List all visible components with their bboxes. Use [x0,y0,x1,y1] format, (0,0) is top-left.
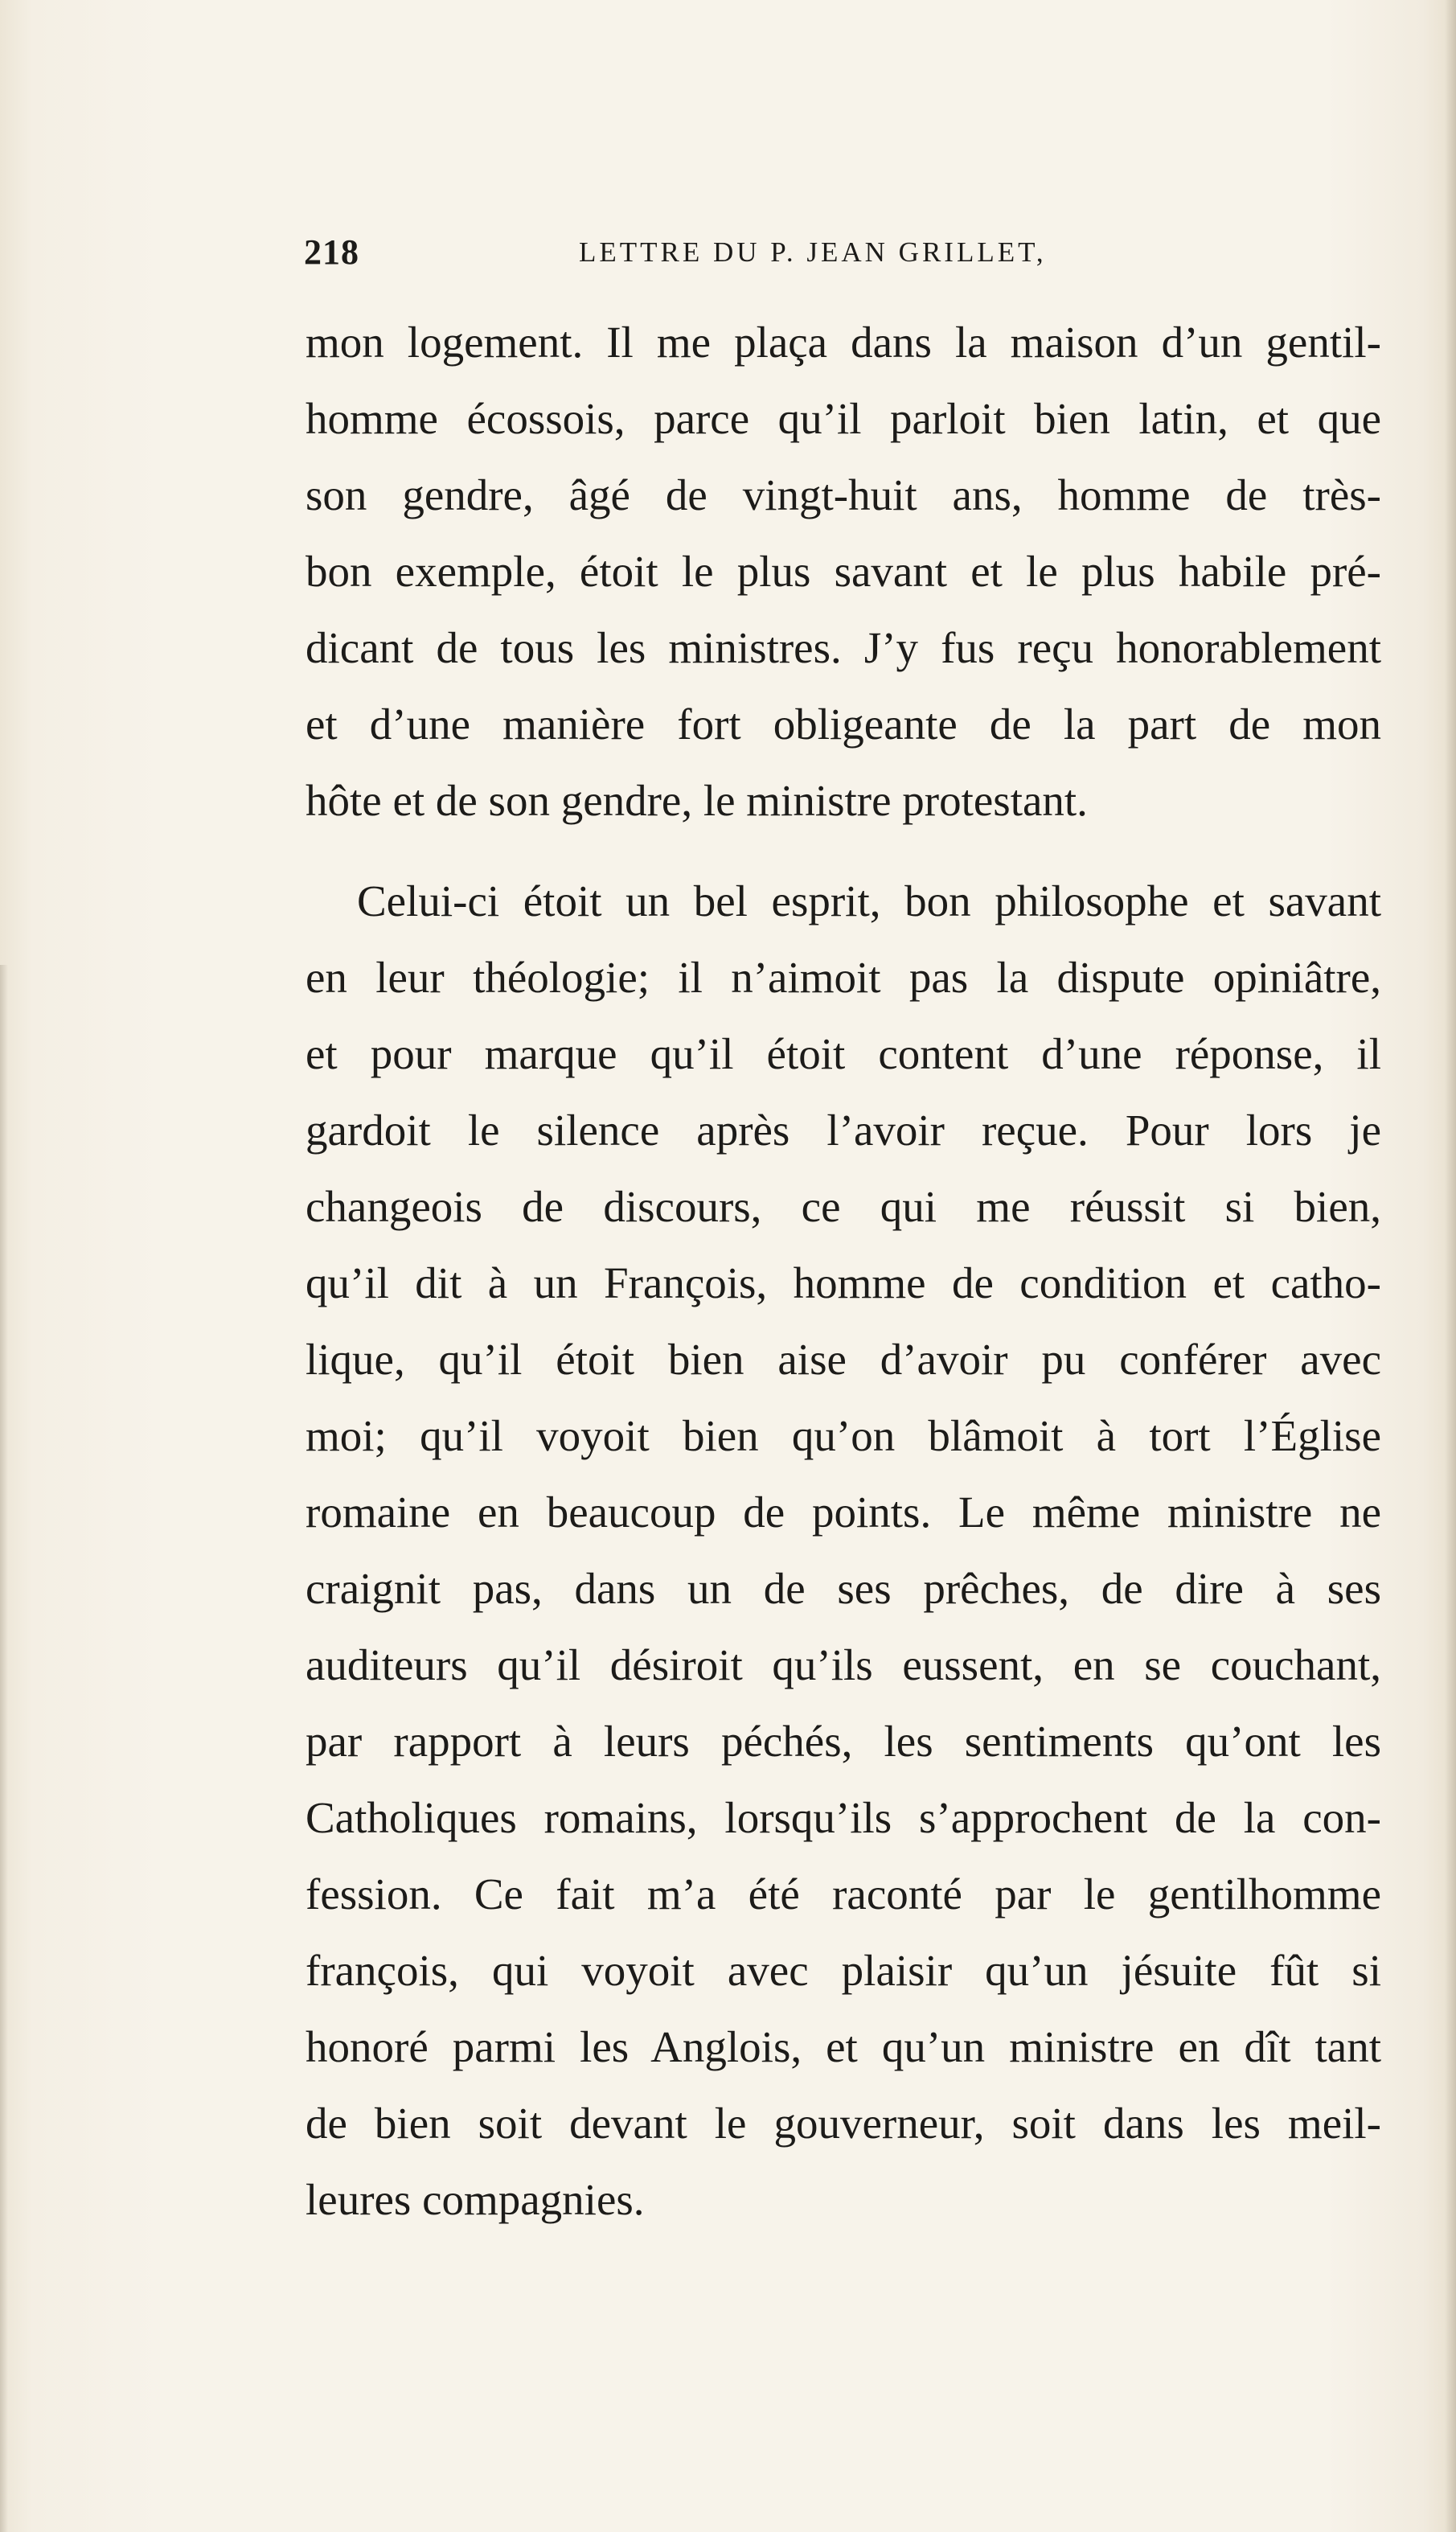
page-header [304,232,1381,280]
text-line: lique, qu’il étoit bien aise d’avoir pu conférer avec [306,1335,1381,1384]
text-line: son gendre, âgé de vingt-huit ans, homme de très- [306,470,1381,519]
text-line: leures compagnies. [306,2175,645,2224]
paragraph-gap [306,839,1381,863]
text-line: moi; qu’il voyoit bien qu’on blâmoit à tort l’Église [306,1411,1381,1460]
binding-edge-shadow [0,965,8,2532]
text-line: hôte et de son gendre, le ministre protestant. [306,776,1088,825]
page-edge-shadow [1445,0,1456,2532]
text-line: homme écossois, parce qu’il parloit bien latin, et que [306,394,1381,443]
text-line: qu’il dit à un François, homme de condition et catho- [306,1258,1381,1307]
text-line: de bien soit devant le gouverneur, soit dans les meil- [306,2099,1381,2148]
text-line: dicant de tous les ministres. J’y fus reçu honorablement [306,623,1381,672]
text-line: et d’une manière fort obligeante de la part de mon [306,700,1381,749]
text-line: mon logement. Il me plaça dans la maison d’un gentil- [306,318,1381,367]
text-line: craignit pas, dans un de ses prêches, de dire à ses [306,1564,1381,1613]
text-line: auditeurs qu’il désiroit qu’ils eussent, en se couchant, [306,1640,1381,1689]
text-line: et pour marque qu’il étoit content d’une réponse, il [306,1029,1381,1078]
page-number: 218 [304,232,359,272]
text-line: Celui-ci étoit un bel esprit, bon philosophe et savant [357,876,1381,925]
text-line: fession. Ce fait m’a été raconté par le gentilhomme [306,1869,1381,1918]
text-line: en leur théologie; il n’aimoit pas la dispute opiniâtre, [306,953,1381,1002]
paragraph-1 [306,304,1381,839]
text-line: honoré parmi les Anglois, et qu’un ministre en dît tant [306,2022,1381,2071]
running-title: LETTRE DU P. JEAN GRILLET, [579,236,1047,268]
text-line: bon exemple, étoit le plus savant et le plus habile pré- [306,547,1381,596]
text-line: gardoit le silence après l’avoir reçue. Pour lors je [306,1106,1381,1155]
body-text [306,304,1381,2238]
text-line: changeois de discours, ce qui me réussit si bien, [306,1182,1381,1231]
text-line: par rapport à leurs péchés, les sentiments qu’ont les [306,1717,1381,1766]
text-line: romaine en beaucoup de points. Le même ministre ne [306,1488,1381,1537]
paragraph-2 [306,863,1381,2238]
text-line: Catholiques romains, lorsqu’ils s’approchent de la con- [306,1793,1381,1842]
text-line: françois, qui voyoit avec plaisir qu’un jésuite fût si [306,1946,1381,1995]
